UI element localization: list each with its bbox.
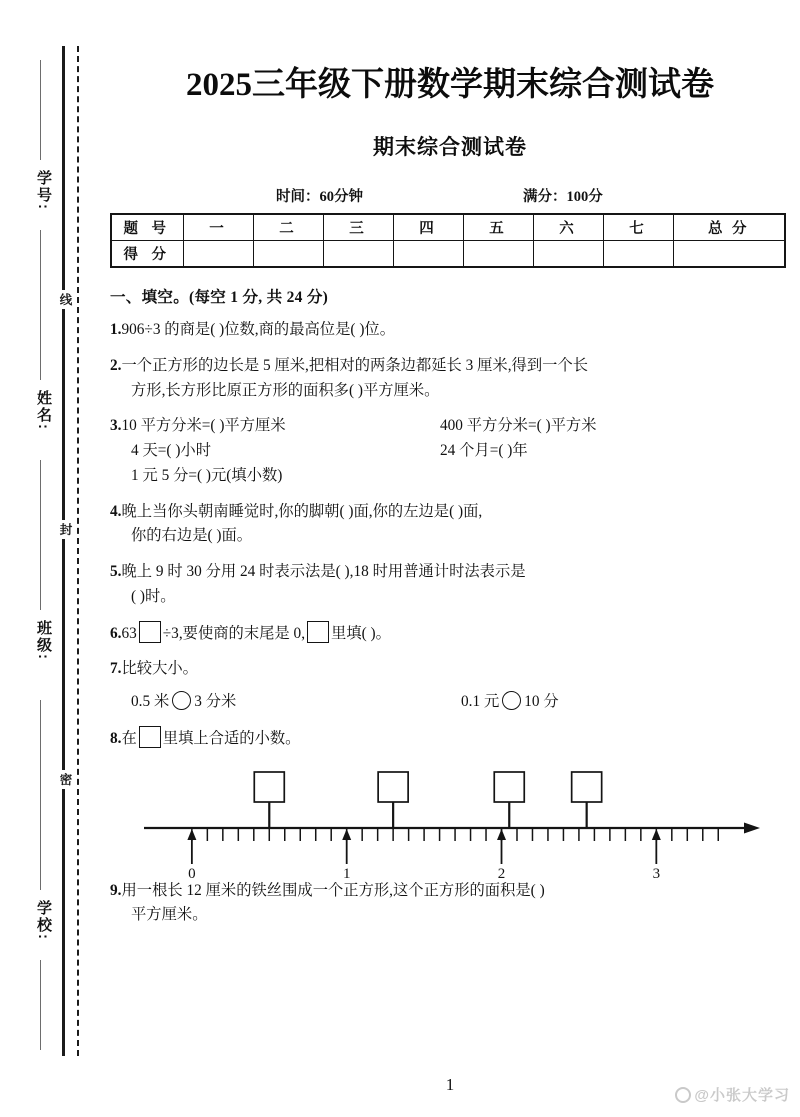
score-table-row-label: 得 分 bbox=[111, 240, 183, 267]
question-text: 400 平方分米=( )平方米 bbox=[440, 417, 597, 435]
number-line-tick-label: 2 bbox=[497, 865, 506, 882]
conversion-left bbox=[110, 439, 440, 464]
question-number: 1. bbox=[110, 321, 122, 338]
seal-rule bbox=[40, 960, 41, 1050]
question-text: 0.1 元 bbox=[461, 693, 500, 711]
question-text: 10 分 bbox=[524, 693, 559, 711]
seal-rule bbox=[40, 60, 41, 160]
exam-time-label: 时间：60分钟 bbox=[276, 189, 363, 205]
question-text: 平方厘米。 bbox=[131, 906, 208, 924]
question-subrow bbox=[110, 439, 792, 464]
question-line bbox=[131, 585, 792, 610]
question-item bbox=[110, 354, 792, 404]
question-text: 4 天=( )小时 bbox=[131, 442, 212, 460]
seal-rule bbox=[40, 460, 41, 610]
score-entry-cell[interactable] bbox=[463, 240, 533, 267]
seal-field-label-0: 学号: bbox=[35, 170, 52, 211]
score-entry-cell[interactable] bbox=[673, 240, 785, 267]
seal-char-密: 密 bbox=[52, 770, 74, 789]
comparison-item bbox=[131, 690, 461, 715]
question-line bbox=[110, 726, 792, 752]
seal-sidebar bbox=[0, 0, 100, 1117]
question-text: ÷3,要使商的末尾是 0, bbox=[162, 624, 306, 642]
page-subtitle: 期末综合测试卷 bbox=[373, 135, 527, 159]
seal-rule bbox=[40, 700, 41, 890]
number-line-tick-label: 3 bbox=[652, 865, 661, 882]
question-number: 4. bbox=[110, 502, 122, 520]
question-line bbox=[131, 379, 792, 404]
question-item bbox=[110, 657, 792, 715]
question-text: 0.5 米 bbox=[131, 693, 170, 711]
question-item bbox=[110, 726, 792, 752]
conversion-left bbox=[110, 414, 440, 439]
conversion-right bbox=[440, 439, 770, 464]
table-row bbox=[111, 214, 785, 240]
question-number: 8. bbox=[110, 729, 122, 747]
question-number: 5. bbox=[110, 563, 122, 581]
score-table-col-header: 四 bbox=[393, 214, 463, 240]
comparison-circle[interactable] bbox=[172, 691, 191, 710]
seal-dashed-line bbox=[77, 46, 79, 1056]
score-entry-cell[interactable] bbox=[323, 240, 393, 267]
seal-char-线: 线 bbox=[52, 290, 74, 309]
exam-fullscore-label: 满分：100分 bbox=[523, 189, 603, 205]
question-line bbox=[131, 903, 792, 928]
question-item bbox=[110, 414, 792, 488]
answer-box[interactable] bbox=[307, 621, 329, 643]
score-entry-cell[interactable] bbox=[393, 240, 463, 267]
watermark-text: @小张大学习 bbox=[694, 1087, 790, 1104]
score-table-col-header: 五 bbox=[463, 214, 533, 240]
seal-char-封: 封 bbox=[52, 520, 74, 539]
question-number: 6. bbox=[110, 624, 122, 642]
score-table bbox=[110, 213, 786, 268]
score-entry-cell[interactable] bbox=[603, 240, 673, 267]
table-row bbox=[111, 240, 785, 267]
question-line bbox=[110, 500, 792, 525]
conversion-right bbox=[440, 414, 770, 439]
section-heading-fill-blank: 一、填空。(每空 1 分, 共 24 分) bbox=[110, 289, 329, 306]
question-text: 24 个月=( )年 bbox=[440, 442, 528, 460]
question-number: 2. bbox=[110, 356, 122, 374]
question-number: 9. bbox=[110, 881, 122, 899]
question-line bbox=[131, 524, 792, 549]
comparison-item bbox=[461, 690, 791, 715]
answer-box bbox=[494, 772, 524, 802]
weibo-logo-icon bbox=[675, 1087, 691, 1103]
page-number: 1 bbox=[445, 1075, 455, 1094]
question-line bbox=[110, 318, 792, 343]
question-subrow bbox=[110, 464, 792, 489]
score-table-col-header: 六 bbox=[533, 214, 603, 240]
question-text: 比较大小。 bbox=[121, 660, 198, 678]
seal-rule bbox=[40, 230, 41, 380]
question-item bbox=[110, 560, 792, 610]
answer-box bbox=[378, 772, 408, 802]
question-text: 晚上当你头朝南睡觉时,你的脚朝( )面,你的左边是( )面, bbox=[121, 502, 483, 520]
question-text: 晚上 9 时 30 分用 24 时表示法是( ),18 时用普通计时法表示是 bbox=[121, 563, 526, 581]
score-table-col-header: 总 分 bbox=[673, 214, 785, 240]
question-text: 906÷3 的商是( )位数,商的最高位是( )位。 bbox=[121, 321, 396, 338]
question-subrow bbox=[110, 414, 792, 439]
score-table-col-header: 二 bbox=[253, 214, 323, 240]
question-text: 方形,长方形比原正方形的面积多( )平方厘米。 bbox=[131, 381, 440, 399]
conversion-right bbox=[440, 464, 770, 489]
score-entry-cell[interactable] bbox=[253, 240, 323, 267]
question-line bbox=[110, 879, 792, 904]
comparison-circle[interactable] bbox=[502, 691, 521, 710]
question-text: 里填( )。 bbox=[331, 624, 391, 642]
answer-box bbox=[254, 772, 284, 802]
question-text: 10 平方分米=( )平方厘米 bbox=[121, 417, 286, 435]
question-text: 在 bbox=[121, 729, 137, 747]
question-text: 用一根长 12 厘米的铁丝围成一个正方形,这个正方形的面积是( ) bbox=[121, 881, 545, 899]
answer-box bbox=[572, 772, 602, 802]
question-item bbox=[110, 500, 792, 550]
answer-box[interactable] bbox=[139, 621, 161, 643]
seal-field-label-1: 姓名: bbox=[35, 390, 52, 431]
score-table-col-header: 一 bbox=[183, 214, 253, 240]
question-text: 里填上合适的小数。 bbox=[162, 729, 301, 747]
question-line bbox=[110, 621, 792, 647]
score-entry-cell[interactable] bbox=[533, 240, 603, 267]
page-title: 2025三年级下册数学期末综合测试卷 bbox=[186, 67, 714, 103]
seal-solid-line bbox=[62, 46, 65, 1056]
answer-box[interactable] bbox=[139, 726, 161, 748]
score-table-col-header: 七 bbox=[603, 214, 673, 240]
question-item bbox=[110, 621, 792, 647]
number-line-figure bbox=[108, 760, 792, 882]
question-text: 1 元 5 分=( )元(填小数) bbox=[131, 466, 283, 484]
seal-field-label-3: 学校: bbox=[35, 900, 52, 941]
watermark bbox=[675, 1084, 790, 1105]
question-text: 你的右边是( )面。 bbox=[131, 527, 253, 545]
question-line bbox=[110, 657, 792, 682]
score-table-col-header: 三 bbox=[323, 214, 393, 240]
question-item bbox=[110, 318, 792, 343]
question-text: 63 bbox=[121, 624, 137, 642]
number-line-tick-label: 1 bbox=[342, 865, 351, 882]
exam-meta-row bbox=[108, 185, 792, 207]
seal-field-label-2: 班级: bbox=[35, 620, 52, 661]
exam-sheet bbox=[100, 0, 800, 1117]
number-line-tick-label: 0 bbox=[188, 865, 196, 882]
question-number: 7. bbox=[110, 660, 122, 678]
question-item bbox=[110, 879, 792, 929]
comparison-row bbox=[131, 690, 792, 715]
question-number: 3. bbox=[110, 417, 122, 435]
conversion-left bbox=[110, 464, 440, 489]
score-entry-cell[interactable] bbox=[183, 240, 253, 267]
question-list bbox=[108, 318, 792, 928]
question-text: ( )时。 bbox=[131, 587, 176, 605]
question-line bbox=[110, 560, 792, 585]
score-table-row-label: 题 号 bbox=[111, 214, 183, 240]
question-line bbox=[110, 354, 792, 379]
question-text: 一个正方形的边长是 5 厘米,把相对的两条边都延长 3 厘米,得到一个长 bbox=[121, 356, 589, 374]
question-text: 3 分米 bbox=[194, 693, 237, 711]
